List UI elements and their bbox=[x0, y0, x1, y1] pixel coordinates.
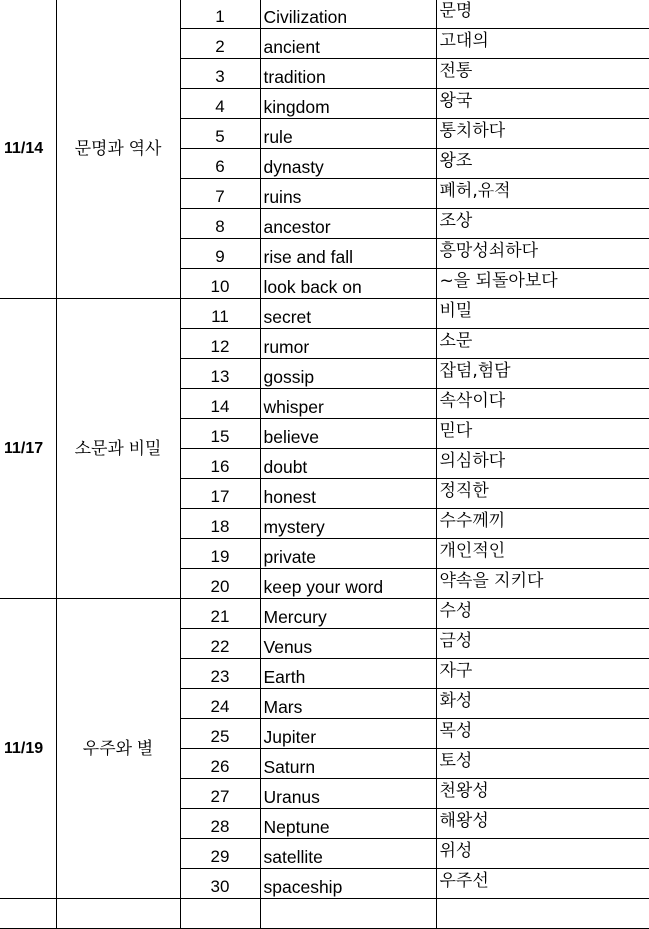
english-word-cell[interactable]: doubt bbox=[260, 449, 436, 479]
english-word-cell[interactable]: mystery bbox=[260, 509, 436, 539]
korean-meaning-cell[interactable]: 믿다 bbox=[436, 419, 649, 449]
english-word-cell[interactable]: rise and fall bbox=[260, 239, 436, 269]
word-number-cell[interactable]: 5 bbox=[180, 119, 260, 149]
korean-meaning-cell[interactable]: 속삭이다 bbox=[436, 389, 649, 419]
korean-meaning-cell[interactable]: 자구 bbox=[436, 659, 649, 689]
english-word-cell[interactable]: Saturn bbox=[260, 749, 436, 779]
korean-meaning-cell[interactable]: 흥망성쇠하다 bbox=[436, 239, 649, 269]
korean-meaning-cell[interactable]: 폐허,유적 bbox=[436, 179, 649, 209]
word-row bbox=[0, 299, 649, 329]
word-number-cell[interactable]: 27 bbox=[180, 779, 260, 809]
english-word-cell[interactable]: whisper bbox=[260, 389, 436, 419]
english-word-cell[interactable]: dynasty bbox=[260, 149, 436, 179]
korean-meaning-cell[interactable]: 약속을 지키다 bbox=[436, 569, 649, 599]
korean-meaning-cell[interactable]: 정직한 bbox=[436, 479, 649, 509]
english-word-cell[interactable]: look back on bbox=[260, 269, 436, 299]
word-number-cell[interactable]: 6 bbox=[180, 149, 260, 179]
empty-cell[interactable] bbox=[436, 899, 649, 929]
word-number-cell[interactable]: 16 bbox=[180, 449, 260, 479]
english-word-cell[interactable]: ancestor bbox=[260, 209, 436, 239]
word-number-cell[interactable]: 11 bbox=[180, 299, 260, 329]
lesson-topic-cell[interactable]: 소문과 비밀 bbox=[56, 299, 180, 599]
english-word-cell[interactable]: ancient bbox=[260, 29, 436, 59]
english-word-cell[interactable]: Jupiter bbox=[260, 719, 436, 749]
word-number-cell[interactable]: 2 bbox=[180, 29, 260, 59]
english-word-cell[interactable]: secret bbox=[260, 299, 436, 329]
word-number-cell[interactable]: 7 bbox=[180, 179, 260, 209]
english-word-cell[interactable]: tradition bbox=[260, 59, 436, 89]
korean-meaning-cell[interactable]: 수성 bbox=[436, 599, 649, 629]
word-number-cell[interactable]: 4 bbox=[180, 89, 260, 119]
english-word-cell[interactable]: spaceship bbox=[260, 869, 436, 899]
word-number-cell[interactable]: 9 bbox=[180, 239, 260, 269]
word-number-cell[interactable]: 3 bbox=[180, 59, 260, 89]
korean-meaning-cell[interactable]: 천왕성 bbox=[436, 779, 649, 809]
word-number-cell[interactable]: 12 bbox=[180, 329, 260, 359]
empty-cell[interactable] bbox=[56, 899, 180, 929]
word-number-cell[interactable]: 20 bbox=[180, 569, 260, 599]
korean-meaning-cell[interactable]: 해왕성 bbox=[436, 809, 649, 839]
word-number-cell[interactable]: 19 bbox=[180, 539, 260, 569]
english-word-cell[interactable]: satellite bbox=[260, 839, 436, 869]
word-number-cell[interactable]: 10 bbox=[180, 269, 260, 299]
lesson-date-cell[interactable]: 11/14 bbox=[0, 0, 56, 299]
english-word-cell[interactable]: ruins bbox=[260, 179, 436, 209]
english-word-cell[interactable]: gossip bbox=[260, 359, 436, 389]
korean-meaning-cell[interactable]: 소문 bbox=[436, 329, 649, 359]
word-number-cell[interactable]: 30 bbox=[180, 869, 260, 899]
lesson-date-cell[interactable]: 11/19 bbox=[0, 599, 56, 899]
empty-cell[interactable] bbox=[260, 899, 436, 929]
korean-meaning-cell[interactable]: 개인적인 bbox=[436, 539, 649, 569]
korean-meaning-cell[interactable]: 화성 bbox=[436, 689, 649, 719]
korean-meaning-cell[interactable]: 왕조 bbox=[436, 149, 649, 179]
korean-meaning-cell[interactable]: 목성 bbox=[436, 719, 649, 749]
empty-row bbox=[0, 899, 649, 929]
korean-meaning-cell[interactable]: 전통 bbox=[436, 59, 649, 89]
word-number-cell[interactable]: 8 bbox=[180, 209, 260, 239]
word-row bbox=[0, 599, 649, 629]
korean-meaning-cell[interactable]: 비밀 bbox=[436, 299, 649, 329]
word-number-cell[interactable]: 18 bbox=[180, 509, 260, 539]
word-number-cell[interactable]: 29 bbox=[180, 839, 260, 869]
empty-cell[interactable] bbox=[180, 899, 260, 929]
korean-meaning-cell[interactable]: 의심하다 bbox=[436, 449, 649, 479]
word-number-cell[interactable]: 22 bbox=[180, 629, 260, 659]
word-number-cell[interactable]: 14 bbox=[180, 389, 260, 419]
empty-cell[interactable] bbox=[0, 899, 56, 929]
english-word-cell[interactable]: believe bbox=[260, 419, 436, 449]
word-number-cell[interactable]: 17 bbox=[180, 479, 260, 509]
english-word-cell[interactable]: Mercury bbox=[260, 599, 436, 629]
english-word-cell[interactable]: Uranus bbox=[260, 779, 436, 809]
english-word-cell[interactable]: Earth bbox=[260, 659, 436, 689]
word-number-cell[interactable]: 23 bbox=[180, 659, 260, 689]
english-word-cell[interactable]: keep your word bbox=[260, 569, 436, 599]
korean-meaning-cell[interactable]: ~을 되돌아보다 bbox=[436, 269, 649, 299]
korean-meaning-cell[interactable]: 잡덤,험담 bbox=[436, 359, 649, 389]
lesson-date-cell[interactable]: 11/17 bbox=[0, 299, 56, 599]
korean-meaning-cell[interactable]: 금성 bbox=[436, 629, 649, 659]
korean-meaning-cell[interactable]: 고대의 bbox=[436, 29, 649, 59]
word-number-cell[interactable]: 25 bbox=[180, 719, 260, 749]
word-number-cell[interactable]: 28 bbox=[180, 809, 260, 839]
korean-meaning-cell[interactable]: 위성 bbox=[436, 839, 649, 869]
word-number-cell[interactable]: 21 bbox=[180, 599, 260, 629]
english-word-cell[interactable]: Venus bbox=[260, 629, 436, 659]
word-number-cell[interactable]: 1 bbox=[180, 0, 260, 29]
word-row bbox=[0, 0, 649, 29]
korean-meaning-cell[interactable]: 우주선 bbox=[436, 869, 649, 899]
word-number-cell[interactable]: 13 bbox=[180, 359, 260, 389]
word-number-cell[interactable]: 24 bbox=[180, 689, 260, 719]
korean-meaning-cell[interactable]: 문명 bbox=[436, 0, 649, 29]
word-number-cell[interactable]: 15 bbox=[180, 419, 260, 449]
english-word-cell[interactable]: rumor bbox=[260, 329, 436, 359]
english-word-cell[interactable]: honest bbox=[260, 479, 436, 509]
korean-meaning-cell[interactable]: 토성 bbox=[436, 749, 649, 779]
korean-meaning-cell[interactable]: 왕국 bbox=[436, 89, 649, 119]
korean-meaning-cell[interactable]: 통치하다 bbox=[436, 119, 649, 149]
english-word-cell[interactable]: private bbox=[260, 539, 436, 569]
english-word-cell[interactable]: rule bbox=[260, 119, 436, 149]
word-number-cell[interactable]: 26 bbox=[180, 749, 260, 779]
lesson-topic-cell[interactable]: 우주와 별 bbox=[56, 599, 180, 899]
english-word-cell[interactable]: Mars bbox=[260, 689, 436, 719]
english-word-cell[interactable]: kingdom bbox=[260, 89, 436, 119]
korean-meaning-cell[interactable]: 수수께끼 bbox=[436, 509, 649, 539]
korean-meaning-cell[interactable]: 조상 bbox=[436, 209, 649, 239]
english-word-cell[interactable]: Neptune bbox=[260, 809, 436, 839]
lesson-topic-cell[interactable]: 문명과 역사 bbox=[56, 0, 180, 299]
english-word-cell[interactable]: Civilization bbox=[260, 0, 436, 29]
